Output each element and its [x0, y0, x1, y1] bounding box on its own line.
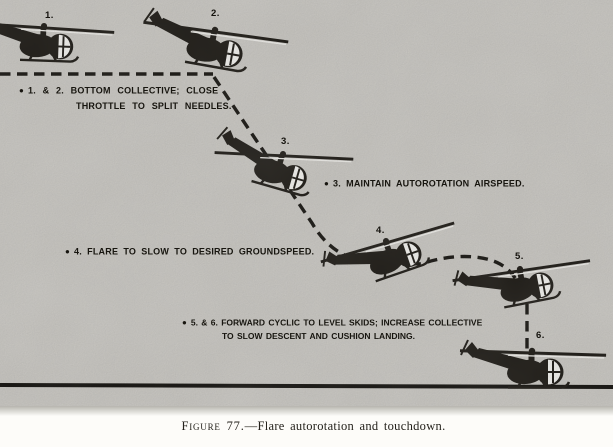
- annotation-step-5-6-line1: 5. & 6. FORWARD CYCLIC TO LEVEL SKIDS; INCREASE COLLECTIVE: [190, 317, 483, 328]
- helicopter-label-2: 2.: [211, 8, 220, 19]
- annotation-step-3-text: 3. MAINTAIN AUTOROTATION AIRSPEED.: [333, 178, 525, 189]
- annotation-step-1-2-line1: 1. & 2. BOTTOM COLLECTIVE; CLOSE: [28, 85, 219, 96]
- annotation-step-1-2-line2: THROTTLE TO SPLIT NEEDLES.: [76, 100, 232, 111]
- annotation-step-5-6-line2: TO SLOW DESCENT AND CUSHION LANDING.: [222, 330, 415, 341]
- helicopter-label-5: 5.: [515, 251, 524, 262]
- annotation-step-1-2: [19, 83, 232, 114]
- bullet-icon: ●: [182, 318, 187, 327]
- helicopter-label-1: 1.: [45, 10, 54, 21]
- figure-caption-number: Figure 77.: [181, 419, 245, 433]
- helicopter-label-6: 6.: [536, 330, 545, 341]
- bullet-icon: ●: [65, 247, 71, 256]
- figure-caption: [0, 419, 613, 434]
- figure-caption-text: —Flare autorotation and touchdown.: [244, 419, 446, 433]
- annotation-step-3: [324, 176, 525, 192]
- helicopter-label-3: 3.: [281, 136, 290, 147]
- annotation-step-4: [65, 244, 314, 260]
- annotation-step-4-text: 4. FLARE TO SLOW TO DESIRED GROUNDSPEED.: [74, 246, 315, 257]
- bullet-icon: ●: [324, 179, 330, 188]
- bullet-icon: ●: [19, 86, 25, 95]
- photo-bottom-edge: [0, 406, 613, 416]
- annotation-step-5-6: [182, 316, 482, 343]
- helicopter-label-4: 4.: [376, 225, 385, 236]
